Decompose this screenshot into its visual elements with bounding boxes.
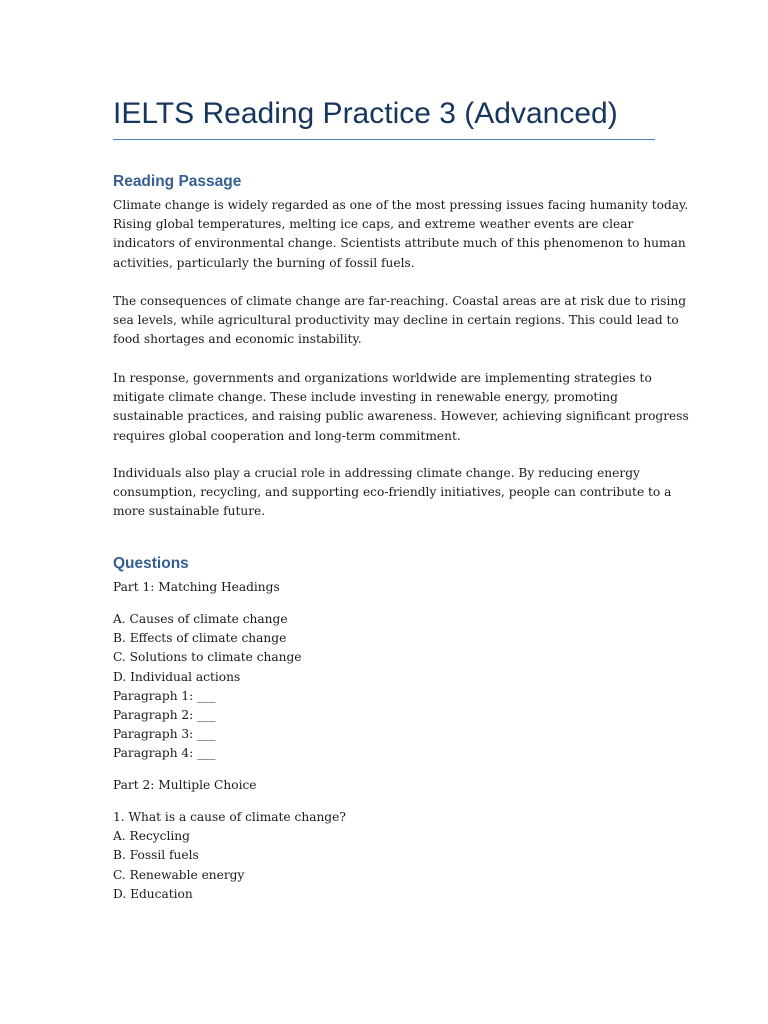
part1-list xyxy=(113,610,663,764)
text-line: sustainable practices, and raising public awareness. However, achieving significant progress xyxy=(113,409,689,424)
passage-paragraph-3 xyxy=(113,369,689,446)
list-item: Paragraph 4: ___ xyxy=(113,746,216,761)
passage-paragraph-4 xyxy=(113,464,672,522)
list-item: C. Solutions to climate change xyxy=(113,650,302,665)
question-text: 1. What is a cause of climate change? xyxy=(113,810,346,824)
list-item: Paragraph 2: ___ xyxy=(113,708,216,723)
reading-passage-heading: Reading Passage xyxy=(113,173,242,190)
part1-title xyxy=(113,578,663,597)
text-line: Rising global temperatures, melting ice caps, and extreme weather events are clear xyxy=(113,217,634,232)
part-title: Part 1: Matching Headings xyxy=(113,580,280,594)
text-line: Climate change is widely regarded as one of the most pressing issues facing humanity today. xyxy=(113,198,689,212)
passage-paragraph-1 xyxy=(113,196,689,273)
part2-list xyxy=(113,808,663,904)
list-item: A. Causes of climate change xyxy=(113,612,288,626)
part2-title xyxy=(113,776,663,795)
title-underline-rule xyxy=(113,139,655,140)
text-line: food shortages and economic instability. xyxy=(113,332,362,347)
answer-option: C. Renewable energy xyxy=(113,867,245,882)
text-line: requires global cooperation and long-term commitment. xyxy=(113,428,461,443)
text-line: mitigate climate change. These include investing in renewable energy, promoting xyxy=(113,390,618,405)
list-item: Paragraph 1: ___ xyxy=(113,688,216,703)
questions-heading: Questions xyxy=(113,555,189,572)
text-line: indicators of environmental change. Scientists attribute much of this phenomenon to human xyxy=(113,236,686,251)
text-line: Individuals also play a crucial role in addressing climate change. By reducing energy xyxy=(113,466,640,480)
text-line: sea levels, while agricultural productivity may decline in certain regions. This could lead to xyxy=(113,313,679,328)
text-line: In response, governments and organizations worldwide are implementing strategies to xyxy=(113,371,652,385)
part-title: Part 2: Multiple Choice xyxy=(113,778,257,792)
list-item: B. Effects of climate change xyxy=(113,631,287,646)
text-line: more sustainable future. xyxy=(113,504,266,519)
list-item: D. Individual actions xyxy=(113,669,241,684)
document-title: IELTS Reading Practice 3 (Advanced) xyxy=(113,97,618,130)
list-item: Paragraph 3: ___ xyxy=(113,727,216,742)
answer-option: D. Education xyxy=(113,886,193,901)
passage-paragraph-2 xyxy=(113,292,687,350)
answer-option: B. Fossil fuels xyxy=(113,848,199,863)
text-line: activities, particularly the burning of fossil fuels. xyxy=(113,255,415,270)
answer-option: A. Recycling xyxy=(113,829,190,844)
text-line: The consequences of climate change are far-reaching. Coastal areas are at risk due to rising xyxy=(113,294,687,308)
text-line: consumption, recycling, and supporting eco-friendly initiatives, people can contribute to a xyxy=(113,485,672,500)
